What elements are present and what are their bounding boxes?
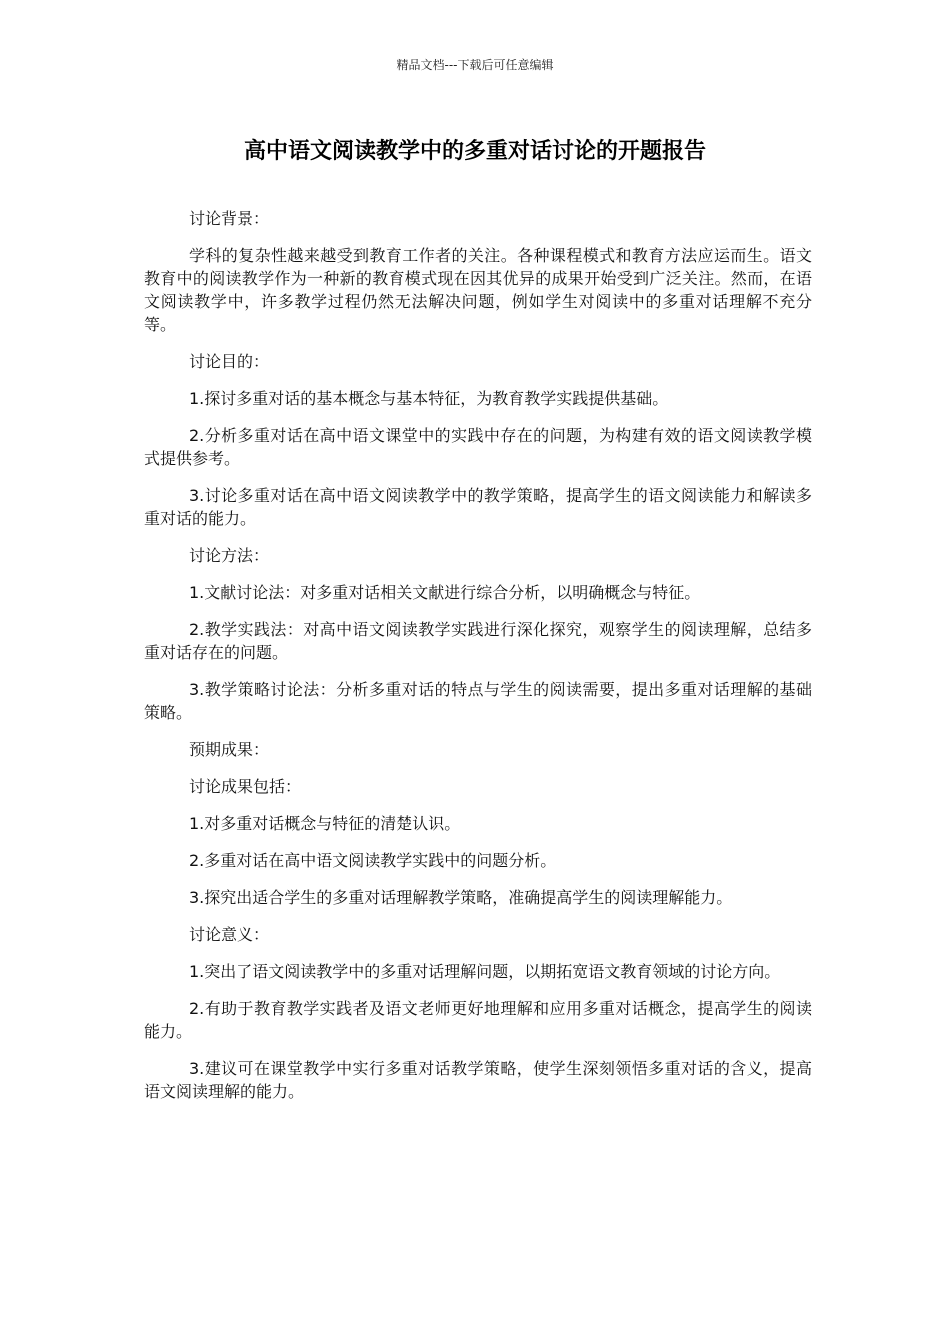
method-item-3: 3.教学策略讨论法：分析多重对话的特点与学生的阅读需要，提出多重对话理解的基础策略。 — [144, 680, 812, 722]
significance-item-3: 3.建议可在课堂教学中实行多重对话教学策略，使学生深刻领悟多重对话的含义，提高语文阅读理解的能力。 — [144, 1059, 812, 1101]
purpose-item-3: 3.讨论多重对话在高中语文阅读教学中的教学策略，提高学生的语文阅读能力和解读多重对话的能力。 — [144, 486, 812, 528]
section-heading-expected-results: 预期成果： — [189, 740, 270, 759]
section-heading-significance: 讨论意义： — [189, 925, 270, 944]
paragraph-background: 学科的复杂性越来越受到教育工作者的关注。各种课程模式和教育方法应运而生。语文教育中的阅读教学作为一种新的教育模式现在因其优异的成果开始受到广泛关注。然而，在语文阅读教学中，许多教学过程仍然无法解决问题，例如学生对阅读中的多重对话理解不充分等。 — [144, 246, 812, 334]
purpose-item-2: 2.分析多重对话在高中语文课堂中的实践中存在的问题，为构建有效的语文阅读教学模式提供参考。 — [144, 426, 812, 468]
results-item-1: 1.对多重对话概念与特征的清楚认识。 — [189, 814, 461, 833]
document-title: 高中语文阅读教学中的多重对话讨论的开题报告 — [243, 139, 706, 164]
page-header: 精品文档---下载后可任意编辑 — [396, 58, 554, 72]
significance-item-1: 1.突出了语文阅读教学中的多重对话理解问题，以期拓宽语文教育领域的讨论方向。 — [189, 962, 781, 981]
section-heading-purpose: 讨论目的： — [189, 352, 270, 371]
results-item-3: 3.探究出适合学生的多重对话理解教学策略，准确提高学生的阅读理解能力。 — [189, 888, 733, 907]
section-heading-background: 讨论背景： — [189, 209, 270, 228]
results-item-2: 2.多重对话在高中语文阅读教学实践中的问题分析。 — [189, 851, 557, 870]
significance-item-2: 2.有助于教育教学实践者及语文老师更好地理解和应用多重对话概念，提高学生的阅读能力。 — [144, 999, 812, 1041]
section-heading-method: 讨论方法： — [189, 546, 270, 565]
document-body — [144, 207, 812, 1117]
method-item-2: 2.教学实践法：对高中语文阅读教学实践进行深化探究，观察学生的阅读理解，总结多重对话存在的问题。 — [144, 620, 812, 662]
purpose-item-1: 1.探讨多重对话的基本概念与基本特征，为教育教学实践提供基础。 — [189, 389, 669, 408]
results-intro: 讨论成果包括： — [189, 777, 302, 796]
method-item-1: 1.文献讨论法：对多重对话相关文献进行综合分析，以明确概念与特征。 — [189, 583, 701, 602]
